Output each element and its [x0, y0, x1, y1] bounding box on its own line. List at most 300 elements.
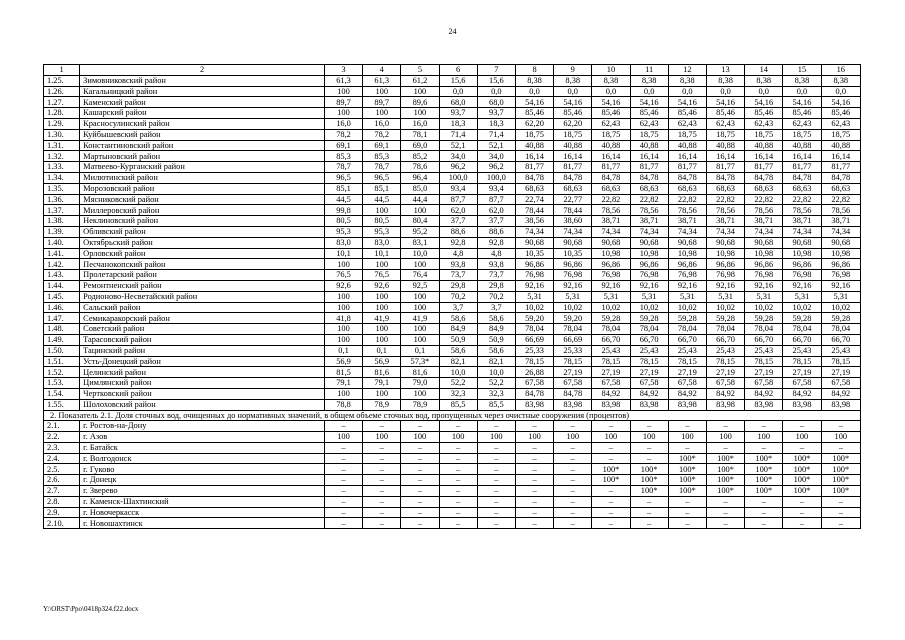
- value-cell: 54,16: [745, 97, 783, 108]
- value-cell: 71,4: [439, 129, 477, 140]
- table-row: [44, 496, 861, 507]
- value-cell: 8,38: [821, 75, 860, 86]
- value-cell: 66,70: [783, 334, 821, 345]
- value-cell: –: [706, 518, 744, 529]
- value-cell: 25,33: [515, 345, 553, 356]
- value-cell: –: [821, 518, 860, 529]
- column-number-cell: 12: [668, 65, 706, 76]
- value-cell: 100: [401, 86, 439, 97]
- value-cell: 89,6: [401, 97, 439, 108]
- territory-name-cell: Кашарский район: [80, 108, 325, 119]
- value-cell: 59,28: [630, 313, 668, 324]
- value-cell: 92,16: [821, 280, 860, 291]
- value-cell: 100: [401, 108, 439, 119]
- value-cell: 8,38: [745, 75, 783, 86]
- value-cell: 67,58: [783, 378, 821, 389]
- value-cell: –: [668, 518, 706, 529]
- value-cell: 85,0: [401, 183, 439, 194]
- row-number-cell: 1.41.: [44, 248, 80, 259]
- value-cell: 100*: [706, 453, 744, 464]
- table-row: [44, 140, 861, 151]
- row-number-cell: 1.35.: [44, 183, 80, 194]
- value-cell: 76,98: [783, 270, 821, 281]
- value-cell: –: [630, 442, 668, 453]
- value-cell: –: [592, 486, 630, 497]
- value-cell: 18,75: [515, 129, 553, 140]
- value-cell: 67,58: [706, 378, 744, 389]
- value-cell: 81,77: [821, 162, 860, 173]
- value-cell: 85,46: [554, 108, 592, 119]
- value-cell: 76,98: [668, 270, 706, 281]
- value-cell: 40,88: [515, 140, 553, 151]
- value-cell: 80,4: [401, 216, 439, 227]
- row-number-cell: 1.48.: [44, 324, 80, 335]
- value-cell: 25,43: [706, 345, 744, 356]
- value-cell: 0,1: [363, 345, 401, 356]
- value-cell: –: [477, 475, 515, 486]
- table-row: [44, 108, 861, 119]
- value-cell: 70,2: [439, 291, 477, 302]
- value-cell: 100: [630, 432, 668, 443]
- value-cell: 76,4: [401, 270, 439, 281]
- value-cell: 83,98: [821, 399, 860, 410]
- value-cell: –: [324, 464, 362, 475]
- value-cell: –: [783, 496, 821, 507]
- value-cell: 78,15: [592, 356, 630, 367]
- value-cell: 70,2: [477, 291, 515, 302]
- value-cell: 25,43: [630, 345, 668, 356]
- value-cell: 5,31: [515, 291, 553, 302]
- value-cell: 92,5: [401, 280, 439, 291]
- value-cell: 100*: [821, 453, 860, 464]
- value-cell: –: [363, 507, 401, 518]
- value-cell: –: [821, 421, 860, 432]
- value-cell: 59,28: [745, 313, 783, 324]
- value-cell: 84,92: [592, 388, 630, 399]
- table-row: [44, 356, 861, 367]
- value-cell: 41,9: [401, 313, 439, 324]
- value-cell: 83,1: [401, 237, 439, 248]
- value-cell: 100: [706, 432, 744, 443]
- value-cell: 78,56: [745, 205, 783, 216]
- territory-name-cell: Усть-Донецкий район: [80, 356, 325, 367]
- value-cell: 100: [401, 259, 439, 270]
- value-cell: 0,0: [821, 86, 860, 97]
- value-cell: –: [363, 475, 401, 486]
- territory-name-cell: Кагальницкий район: [80, 86, 325, 97]
- value-cell: 93,8: [439, 259, 477, 270]
- value-cell: 83,98: [630, 399, 668, 410]
- value-cell: –: [706, 496, 744, 507]
- value-cell: 84,78: [592, 172, 630, 183]
- value-cell: 92,16: [554, 280, 592, 291]
- value-cell: 15,6: [439, 75, 477, 86]
- territory-name-cell: г. Гуково: [80, 464, 325, 475]
- column-number-cell: 8: [515, 65, 553, 76]
- value-cell: –: [745, 518, 783, 529]
- value-cell: 54,16: [554, 97, 592, 108]
- value-cell: 38,71: [592, 216, 630, 227]
- value-cell: 89,7: [363, 97, 401, 108]
- value-cell: 5,31: [630, 291, 668, 302]
- table-row: [44, 432, 861, 443]
- value-cell: 83,98: [515, 399, 553, 410]
- territory-name-cell: Красносулинский район: [80, 118, 325, 129]
- value-cell: 84,78: [706, 172, 744, 183]
- territory-name-cell: Семикаракорский район: [80, 313, 325, 324]
- value-cell: 66,69: [515, 334, 553, 345]
- value-cell: 0,0: [477, 86, 515, 97]
- value-cell: 68,63: [592, 183, 630, 194]
- row-number-cell: 1.31.: [44, 140, 80, 151]
- row-number-cell: 2.3.: [44, 442, 80, 453]
- value-cell: –: [477, 518, 515, 529]
- value-cell: 18,3: [439, 118, 477, 129]
- value-cell: 10,35: [554, 248, 592, 259]
- value-cell: 100,0: [477, 172, 515, 183]
- value-cell: –: [515, 496, 553, 507]
- value-cell: 10,1: [363, 248, 401, 259]
- value-cell: 22,82: [592, 194, 630, 205]
- table-row: [44, 205, 861, 216]
- territory-name-cell: Родионово-Несветайский район: [80, 291, 325, 302]
- value-cell: 78,15: [668, 356, 706, 367]
- row-number-cell: 1.47.: [44, 313, 80, 324]
- value-cell: 26,88: [515, 367, 553, 378]
- territory-name-cell: г. Азов: [80, 432, 325, 443]
- row-number-cell: 1.30.: [44, 129, 80, 140]
- value-cell: 100*: [745, 464, 783, 475]
- territory-name-cell: Мартыновский район: [80, 151, 325, 162]
- value-cell: 92,8: [477, 237, 515, 248]
- value-cell: 89,7: [324, 97, 362, 108]
- value-cell: 100*: [821, 475, 860, 486]
- value-cell: 85,46: [668, 108, 706, 119]
- value-cell: 68,63: [706, 183, 744, 194]
- table-row: [44, 162, 861, 173]
- value-cell: 82,1: [439, 356, 477, 367]
- value-cell: 100: [363, 291, 401, 302]
- value-cell: 84,78: [554, 172, 592, 183]
- value-cell: 67,58: [821, 378, 860, 389]
- value-cell: 67,58: [668, 378, 706, 389]
- value-cell: 25,43: [668, 345, 706, 356]
- section-title: 2. Показатель 2.1. Доля сточных вод, очищенных до нормативных значений, в общем объеме сточных вод, пропущенных через очистные сооружения (процентов): [44, 410, 861, 421]
- value-cell: 50,9: [477, 334, 515, 345]
- column-number-row: [44, 65, 861, 76]
- value-cell: 22,82: [668, 194, 706, 205]
- value-cell: 10,35: [515, 248, 553, 259]
- row-number-cell: 1.49.: [44, 334, 80, 345]
- value-cell: 100: [439, 432, 477, 443]
- value-cell: –: [324, 518, 362, 529]
- value-cell: 78,04: [554, 324, 592, 335]
- value-cell: 80,5: [324, 216, 362, 227]
- value-cell: 38,71: [821, 216, 860, 227]
- value-cell: 96,86: [668, 259, 706, 270]
- value-cell: –: [363, 486, 401, 497]
- value-cell: 27,19: [554, 367, 592, 378]
- value-cell: 67,58: [554, 378, 592, 389]
- table-row: [44, 464, 861, 475]
- value-cell: 85,46: [515, 108, 553, 119]
- value-cell: 67,58: [630, 378, 668, 389]
- value-cell: –: [515, 486, 553, 497]
- value-cell: 8,38: [783, 75, 821, 86]
- value-cell: –: [706, 507, 744, 518]
- row-number-cell: 1.37.: [44, 205, 80, 216]
- value-cell: 25,43: [821, 345, 860, 356]
- value-cell: 96,5: [363, 172, 401, 183]
- row-number-cell: 1.52.: [44, 367, 80, 378]
- value-cell: –: [324, 486, 362, 497]
- value-cell: 80,5: [363, 216, 401, 227]
- value-cell: 100: [363, 302, 401, 313]
- value-cell: 52,2: [439, 378, 477, 389]
- value-cell: –: [554, 486, 592, 497]
- value-cell: –: [363, 518, 401, 529]
- territory-name-cell: Ремонтненский район: [80, 280, 325, 291]
- value-cell: 83,98: [554, 399, 592, 410]
- territory-name-cell: г. Новочеркасск: [80, 507, 325, 518]
- value-cell: 54,16: [706, 97, 744, 108]
- column-number-cell: 16: [821, 65, 860, 76]
- value-cell: 83,98: [745, 399, 783, 410]
- value-cell: 76,98: [706, 270, 744, 281]
- row-number-cell: 1.27.: [44, 97, 80, 108]
- value-cell: 74,34: [706, 226, 744, 237]
- value-cell: 67,58: [745, 378, 783, 389]
- value-cell: 96,2: [439, 162, 477, 173]
- table-row: [44, 259, 861, 270]
- value-cell: 100: [401, 432, 439, 443]
- value-cell: 85,5: [439, 399, 477, 410]
- territory-name-cell: Цимлянский район: [80, 378, 325, 389]
- value-cell: 38,71: [668, 216, 706, 227]
- value-cell: –: [745, 507, 783, 518]
- territory-name-cell: Советский район: [80, 324, 325, 335]
- value-cell: –: [439, 507, 477, 518]
- value-cell: 96,86: [783, 259, 821, 270]
- value-cell: 78,2: [363, 129, 401, 140]
- value-cell: 90,68: [630, 237, 668, 248]
- value-cell: 100*: [668, 453, 706, 464]
- table-row: [44, 518, 861, 529]
- value-cell: 100*: [592, 464, 630, 475]
- value-cell: 27,19: [745, 367, 783, 378]
- territory-name-cell: Сальский район: [80, 302, 325, 313]
- value-cell: 100: [363, 86, 401, 97]
- value-cell: –: [745, 442, 783, 453]
- value-cell: 25,43: [745, 345, 783, 356]
- value-cell: 69,0: [401, 140, 439, 151]
- value-cell: 54,16: [592, 97, 630, 108]
- territory-name-cell: г. Новошахтинск: [80, 518, 325, 529]
- value-cell: 18,75: [821, 129, 860, 140]
- row-number-cell: 2.8.: [44, 496, 80, 507]
- value-cell: 93,7: [477, 108, 515, 119]
- value-cell: 84,9: [477, 324, 515, 335]
- value-cell: 66,70: [745, 334, 783, 345]
- row-number-cell: 2.7.: [44, 486, 80, 497]
- value-cell: 59,20: [554, 313, 592, 324]
- value-cell: 100: [363, 432, 401, 443]
- value-cell: 15,6: [477, 75, 515, 86]
- table-row: [44, 313, 861, 324]
- value-cell: 59,28: [706, 313, 744, 324]
- value-cell: 62,20: [554, 118, 592, 129]
- value-cell: –: [477, 496, 515, 507]
- value-cell: 100: [324, 302, 362, 313]
- value-cell: 100: [363, 334, 401, 345]
- value-cell: –: [821, 496, 860, 507]
- table-row: [44, 129, 861, 140]
- value-cell: 16,14: [706, 151, 744, 162]
- value-cell: 10,0: [439, 367, 477, 378]
- value-cell: –: [668, 421, 706, 432]
- value-cell: –: [515, 507, 553, 518]
- value-cell: 71,4: [477, 129, 515, 140]
- value-cell: –: [439, 442, 477, 453]
- value-cell: 61,3: [324, 75, 362, 86]
- row-number-cell: 2.10.: [44, 518, 80, 529]
- value-cell: 56,9: [324, 356, 362, 367]
- value-cell: 0,0: [515, 86, 553, 97]
- value-cell: 96,2: [477, 162, 515, 173]
- value-cell: 100*: [668, 486, 706, 497]
- value-cell: 90,68: [554, 237, 592, 248]
- value-cell: 18,75: [706, 129, 744, 140]
- value-cell: 22,82: [706, 194, 744, 205]
- territory-name-cell: г. Волгодонск: [80, 453, 325, 464]
- value-cell: 95,2: [401, 226, 439, 237]
- value-cell: 84,78: [554, 388, 592, 399]
- value-cell: 79,1: [324, 378, 362, 389]
- value-cell: 27,19: [592, 367, 630, 378]
- value-cell: 40,88: [783, 140, 821, 151]
- value-cell: 92,8: [439, 237, 477, 248]
- territory-name-cell: Морозовский район: [80, 183, 325, 194]
- territory-name-cell: Каменский район: [80, 97, 325, 108]
- value-cell: 78,04: [745, 324, 783, 335]
- value-cell: 68,0: [477, 97, 515, 108]
- value-cell: 58,6: [439, 345, 477, 356]
- territory-name-cell: Константиновский район: [80, 140, 325, 151]
- column-number-cell: 15: [783, 65, 821, 76]
- value-cell: 22,77: [554, 194, 592, 205]
- value-cell: 76,5: [324, 270, 362, 281]
- value-cell: 4,8: [477, 248, 515, 259]
- territory-name-cell: Орловский район: [80, 248, 325, 259]
- value-cell: 100: [324, 108, 362, 119]
- table-row: [44, 151, 861, 162]
- value-cell: 95,3: [363, 226, 401, 237]
- value-cell: 78,04: [668, 324, 706, 335]
- value-cell: 16,14: [783, 151, 821, 162]
- value-cell: –: [439, 518, 477, 529]
- value-cell: –: [401, 421, 439, 432]
- value-cell: 96,86: [821, 259, 860, 270]
- value-cell: 90,68: [592, 237, 630, 248]
- row-number-cell: 1.39.: [44, 226, 80, 237]
- row-number-cell: 1.40.: [44, 237, 80, 248]
- value-cell: 100*: [783, 464, 821, 475]
- value-cell: 27,19: [821, 367, 860, 378]
- value-cell: 78,56: [592, 205, 630, 216]
- table-row: [44, 172, 861, 183]
- value-cell: 66,69: [554, 334, 592, 345]
- value-cell: 0,0: [745, 86, 783, 97]
- territory-name-cell: Тарасовский район: [80, 334, 325, 345]
- value-cell: 52,1: [477, 140, 515, 151]
- value-cell: 27,19: [630, 367, 668, 378]
- territory-name-cell: г. Батайск: [80, 442, 325, 453]
- value-cell: 44,5: [363, 194, 401, 205]
- row-number-cell: 1.45.: [44, 291, 80, 302]
- table-row: [44, 334, 861, 345]
- value-cell: 85,46: [706, 108, 744, 119]
- territory-name-cell: Пролетарский район: [80, 270, 325, 281]
- value-cell: 66,70: [668, 334, 706, 345]
- value-cell: 18,3: [477, 118, 515, 129]
- territory-name-cell: г. Ростов-на-Дону: [80, 421, 325, 432]
- value-cell: 90,68: [745, 237, 783, 248]
- row-number-cell: 1.51.: [44, 356, 80, 367]
- value-cell: 22,82: [821, 194, 860, 205]
- value-cell: 83,98: [592, 399, 630, 410]
- value-cell: 10,98: [821, 248, 860, 259]
- value-cell: –: [439, 421, 477, 432]
- value-cell: 25,33: [554, 345, 592, 356]
- value-cell: 78,6: [401, 162, 439, 173]
- table-row: [44, 86, 861, 97]
- value-cell: 0,0: [439, 86, 477, 97]
- value-cell: 27,19: [668, 367, 706, 378]
- value-cell: 5,31: [554, 291, 592, 302]
- value-cell: 81,77: [706, 162, 744, 173]
- value-cell: 85,46: [821, 108, 860, 119]
- value-cell: 93,7: [439, 108, 477, 119]
- value-cell: 3,7: [439, 302, 477, 313]
- value-cell: 92,16: [745, 280, 783, 291]
- value-cell: 62,43: [668, 118, 706, 129]
- column-number-cell: 7: [477, 65, 515, 76]
- row-number-cell: 1.26.: [44, 86, 80, 97]
- table-row: [44, 291, 861, 302]
- value-cell: 66,70: [821, 334, 860, 345]
- value-cell: –: [401, 518, 439, 529]
- table-row: [44, 388, 861, 399]
- value-cell: 4,8: [439, 248, 477, 259]
- value-cell: 100*: [745, 453, 783, 464]
- value-cell: 66,70: [592, 334, 630, 345]
- value-cell: 92,16: [783, 280, 821, 291]
- value-cell: –: [324, 496, 362, 507]
- value-cell: 8,38: [515, 75, 553, 86]
- value-cell: 78,7: [363, 162, 401, 173]
- value-cell: 78,7: [324, 162, 362, 173]
- table-row: [44, 237, 861, 248]
- row-number-cell: 2.9.: [44, 507, 80, 518]
- territory-name-cell: Обливский район: [80, 226, 325, 237]
- value-cell: 92,6: [363, 280, 401, 291]
- value-cell: 74,34: [515, 226, 553, 237]
- value-cell: 0,0: [706, 86, 744, 97]
- value-cell: –: [554, 453, 592, 464]
- value-cell: 84,78: [515, 388, 553, 399]
- value-cell: 100: [401, 291, 439, 302]
- value-cell: –: [324, 507, 362, 518]
